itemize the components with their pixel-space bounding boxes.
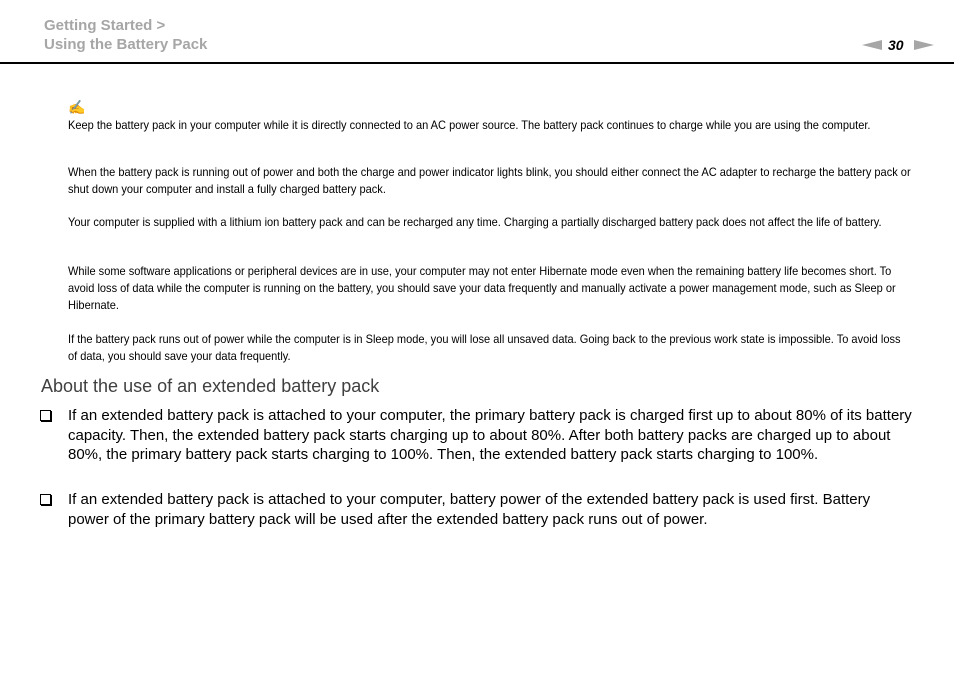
checkbox-bullet-icon	[40, 492, 51, 509]
header-divider	[0, 62, 954, 64]
note-pencil-icon: ✍	[68, 99, 86, 115]
section-heading: About the use of an extended battery pack	[41, 376, 380, 396]
previous-page-arrow-icon[interactable]	[862, 40, 882, 50]
list-item: If an extended battery pack is attached to your computer, battery power of the extended battery pack is used first. Battery power of the primary battery pack will be used after the extended battery pack runs out of power.	[68, 491, 871, 528]
breadcrumb-section[interactable]: Getting Started >	[44, 17, 166, 34]
page-header	[0, 0, 954, 64]
note-paragraph: When the battery pack is running out of power and both the charge and power indicator lights blink, you should either connect the AC adapter to recharge the battery pack or shut down your computer and install a fully charged battery pack.	[68, 165, 911, 196]
next-page-arrow-icon[interactable]	[914, 40, 934, 50]
page-number: 30	[888, 37, 904, 53]
note-paragraph: If the battery pack runs out of power while the computer is in Sleep mode, you will lose all unsaved data. Going back to the previous work state is impossible. To avoid loss of data, you should save your data frequently.	[68, 332, 901, 363]
note-paragraph: While some software applications or peripheral devices are in use, your computer may not enter Hibernate mode even when the remaining battery life becomes short. To avoid loss of data while the computer is running on the battery, you should save your data frequently and manually activate a power management mode, such as Sleep or Hibernate.	[68, 264, 896, 312]
list-item: If an extended battery pack is attached to your computer, the primary battery pack is charged first up to about 80% of its battery capacity. Then, the extended battery pack starts charging up to about 80%. After both battery packs are charged up to about 80%, the primary battery pack starts charging to 100%. Then, the extended battery pack starts charging to 100%.	[68, 407, 912, 463]
note-paragraph: Keep the battery pack in your computer while it is directly connected to an AC power source. The battery pack continues to charge while you are using the computer.	[68, 118, 871, 132]
note-paragraph: Your computer is supplied with a lithium ion battery pack and can be recharged any time. Charging a partially discharged battery pack does not affect the life of battery.	[68, 215, 882, 229]
breadcrumb-page[interactable]: Using the Battery Pack	[44, 36, 208, 53]
checkbox-bullet-icon	[40, 408, 51, 425]
